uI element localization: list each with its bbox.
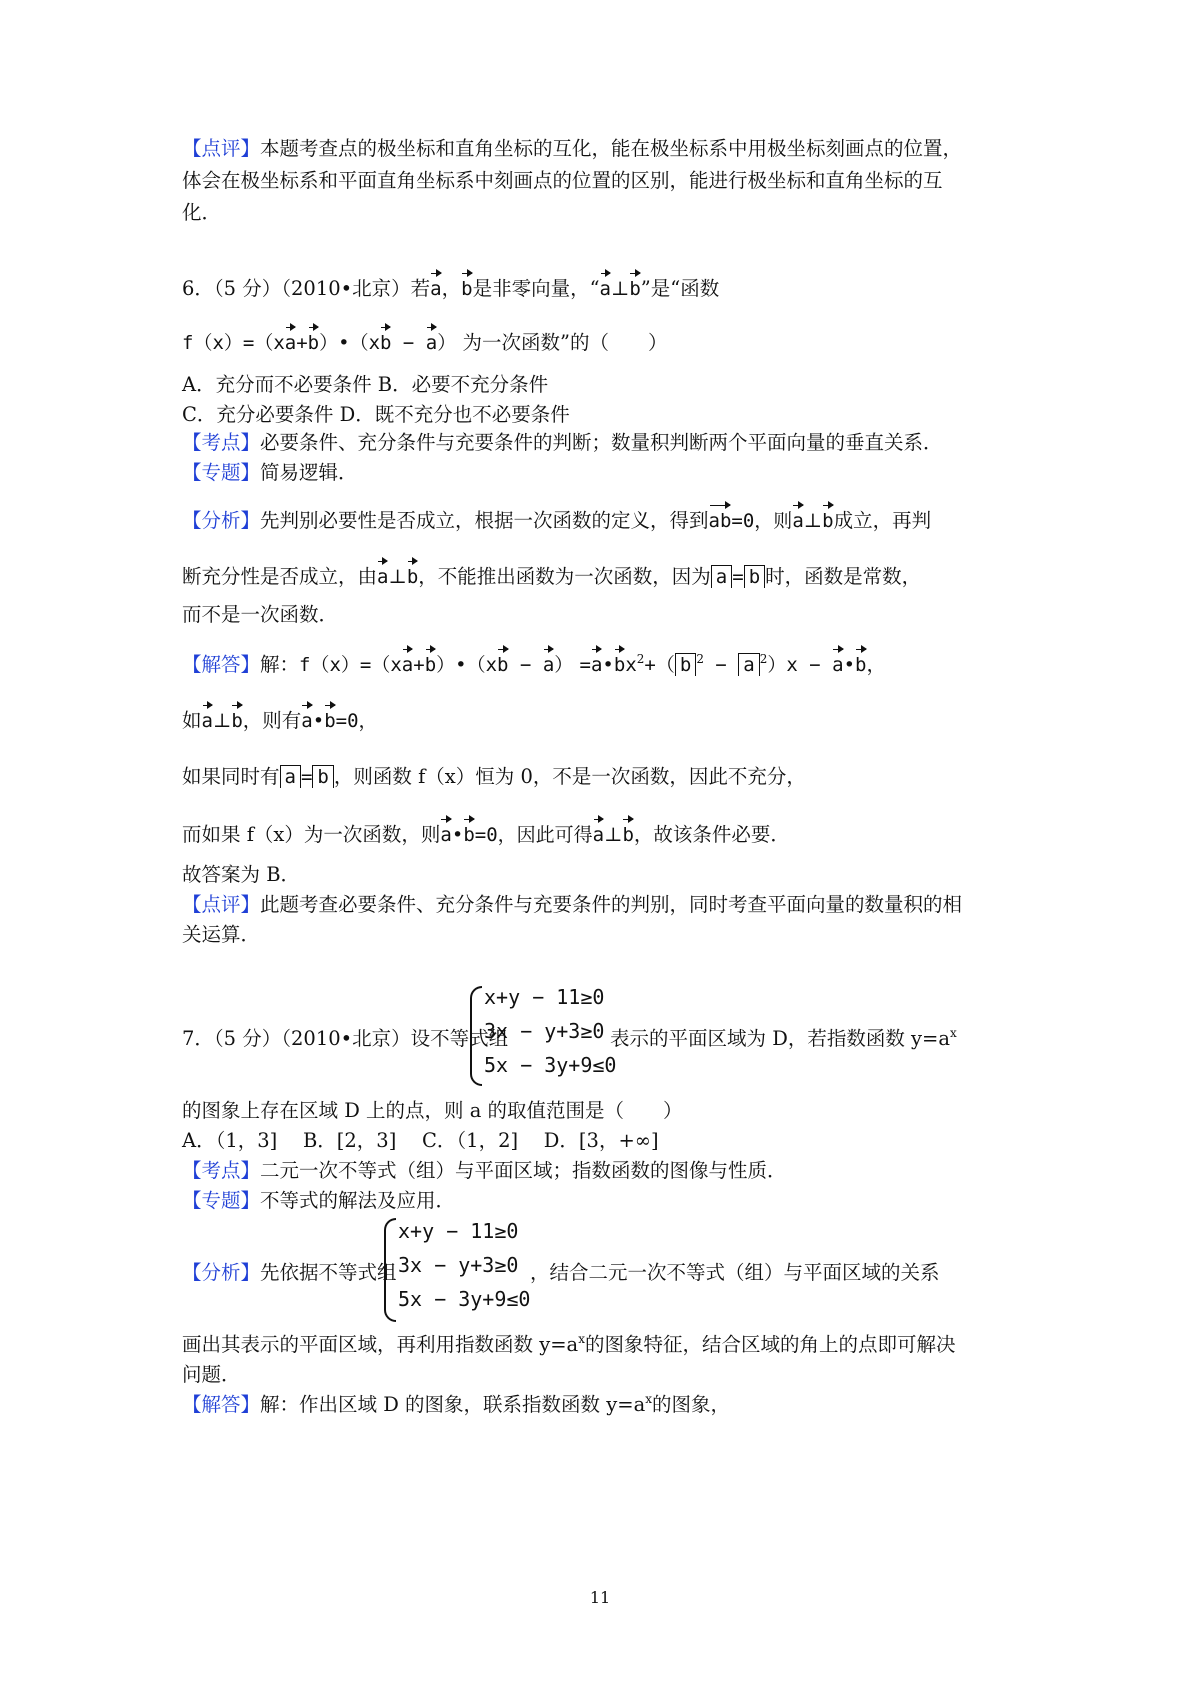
q6-analysis-line-1: 【分析】先判别必要性是否成立，根据一次函数的定义，得到ab=0，则a⊥b成立，再判 [182,504,1020,536]
q6-analysis-line-3: 而不是一次函数． [182,603,339,626]
kaodian-tag: 【考点】 [182,431,261,454]
q6-solution-line-4: 而如果 f（x）为一次函数，则a•b=0，因此可得a⊥b，故该条件必要． [182,818,1020,850]
fenxi-tag: 【分析】 [182,509,261,532]
q6-stem-line-1: 6．（5 分）（2010•北京）若a，b是非零向量，“a⊥b”是“函数 [182,272,1020,304]
comment-line-3: 化． [182,201,222,224]
inequality-system-2: x+y − 11≥0 3x − y+3≥0 5x − 3y+9≤0 [398,1219,531,1311]
q7-stem-line-2: 的图象上存在区域 D 上的点，则 a 的取值范围是（ ） [182,1099,683,1122]
q7-analysis-line-3: 问题． [182,1363,241,1386]
q7-solution-line-1: 【解答】解：作出区域 D 的图象，联系指数函数 $y=a^x$的图象， [182,1392,731,1416]
inequality-system: x+y − 11≥0 3x − y+3≥0 5x − 3y+9≤0 [484,985,617,1077]
q6-stem-line-2: f（x）=（xa+b）•（xb − a） 为一次函数”的（ ） [182,326,1020,358]
q6-solution-line-2: 如a⊥b，则有a•b=0， [182,704,1020,736]
jieda-tag: 【解答】 [182,653,261,676]
comment-tag: 【点评】 [182,137,261,160]
comment-line-1: 【点评】本题考查点的极坐标和直角坐标的互化，能在极坐标系中用极坐标刻画点的位置， [182,137,963,160]
page-number: 11 [589,1588,611,1607]
q7-zhuanti: 【专题】不等式的解法及应用． [182,1189,456,1212]
abs-b: b [744,565,765,588]
zhuanti-tag: 【专题】 [182,461,261,484]
q7-analysis-line-1: 【分析】先依据不等式组 [182,1261,397,1284]
q6-solution-line-1: 【解答】解：f（x）=（xa+b）•（xb − $a) =a•bx^2+$（ b $^2$ − a $^2$）x − a•b， [182,648,1020,680]
abs-a: a [711,565,732,588]
q6-kaodian: 【考点】必要条件、充分条件与充要条件的判断；数量积判断两个平面向量的垂直关系． [182,431,943,454]
q6-analysis-line-2: 断充分性是否成立，由a⊥b，不能推出函数为一次函数，因为 a = b 时，函数是常数， [182,560,1020,592]
q6-answer: 故答案为 B． [182,863,301,886]
q6-options-ab: A．充分而不必要条件 B．必要不充分条件 [182,373,549,396]
q6-comment-line-2: 关运算． [182,923,261,946]
q7-kaodian: 【考点】二元一次不等式（组）与平面区域；指数函数的图像与性质． [182,1159,787,1182]
q6-comment-line-1: 【点评】此题考查必要条件、充分条件与充要条件的判别，同时考查平面向量的数量积的相 [182,893,963,916]
q6-options-cd: C．充分必要条件 D．既不充分也不必要条件 [182,403,570,426]
q7-stem-line-1: 7．（5 分）（2010•北京）设不等式组 [182,1027,509,1050]
dianping-tag: 【点评】 [182,893,261,916]
q7-analysis-line-2: 画出其表示的平面区域，再利用指数函数 $y=a^x$的图象特征，结合区域的角上的点即可解决 [182,1332,956,1356]
inequality-brace-2 [384,1218,396,1322]
q7-stem-tail: 表示的平面区域为 D，若指数函数 $y=a^x$ [610,1026,957,1050]
q6-solution-line-3: 如果同时有 a = b ，则函数 f（x）恒为 0，不是一次函数，因此不充分， [182,765,806,788]
vector-a: a [430,272,441,304]
q7-options: A．（1，3] B．[2，3] C．（1，2] D．[3，+∞] [182,1129,659,1152]
comment-line-2: 体会在极坐标系和平面直角坐标系中刻画点的位置的区别，能进行极坐标和直角坐标的互 [182,169,943,192]
q6-zhuanti: 【专题】简易逻辑． [182,461,358,484]
vector-b: b [461,272,472,304]
inequality-brace [470,986,482,1086]
q7-analysis-tail: ，结合二元一次不等式（组）与平面区域的关系 [530,1261,940,1284]
